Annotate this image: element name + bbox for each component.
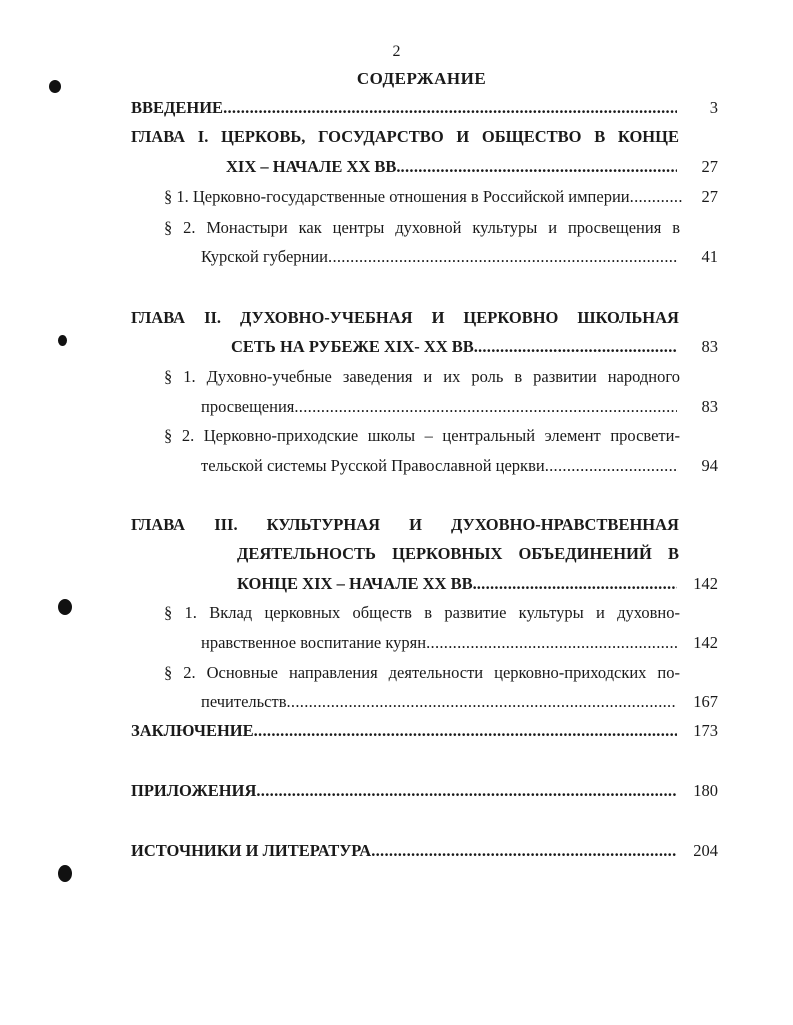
page-ref: 173 [693, 721, 718, 740]
page-ref: 3 [709, 98, 718, 117]
chapter3-heading-line1: ГЛАВА III. КУЛЬТУРНАЯ И ДУХОВНО-НРАВСТВЕННАЯ [131, 515, 679, 534]
intro-label: ВВЕДЕНИЕ [131, 98, 224, 117]
chapter3-heading-line3: КОНЦЕ XIX – НАЧАЛЕ XX ВВ. ..... [237, 573, 677, 595]
dot-leader [426, 632, 677, 654]
chapter3-section2-line2: печительств ..... [201, 691, 677, 713]
chapter1-section1: § 1. Церковно-государственные отношения в Российской империи ..... [164, 186, 682, 208]
chapter1-section2-line2: Курской губернии ..... [201, 246, 677, 268]
dot-leader [287, 691, 678, 713]
dot-leader [401, 156, 677, 178]
chapter2-section1-line2: просвещения ..... [201, 396, 677, 418]
dot-leader [371, 840, 677, 862]
chapter2-section2-line2: тельской системы Русской Православной церкви ..... [201, 455, 677, 477]
dot-leader [630, 186, 682, 208]
binder-hole-2 [58, 335, 67, 346]
chapter2-section2-line1: § 2. Церковно-приходские школы – центральный элемент просвети- [164, 426, 680, 445]
page-ref: 83 [701, 397, 718, 416]
binder-hole-3 [58, 599, 72, 615]
page-ref: 204 [693, 841, 718, 860]
chapter3-section1-line1: § 1. Вклад церковных обществ в развитие культуры и духовно- [164, 603, 680, 622]
page-ref: 142 [693, 633, 718, 652]
dot-leader [477, 573, 677, 595]
chapter1-heading-line2: XIX – НАЧАЛЕ XX ВВ. ..... [226, 156, 677, 178]
chapter2-heading-line2: СЕТЬ НА РУБЕЖЕ XIX- XX ВВ. ..... [231, 336, 677, 358]
binder-hole-4 [58, 865, 72, 882]
dot-leader [254, 720, 677, 742]
chapter2-section1-line1: § 1. Духовно-учебные заведения и их роль в развитии народного [164, 367, 680, 386]
dot-leader [223, 97, 677, 119]
dot-leader [294, 396, 677, 418]
page-ref: 41 [701, 247, 718, 266]
dot-leader [256, 780, 677, 802]
page-ref: 180 [693, 781, 718, 800]
dot-leader [545, 455, 677, 477]
toc-entry-conclusion: ЗАКЛЮЧЕНИЕ ..... [131, 720, 677, 742]
chapter3-heading-line2: ДЕЯТЕЛЬНОСТЬ ЦЕРКОВНЫХ ОБЪЕДИНЕНИЙ В [237, 544, 679, 563]
page-ref: 83 [701, 337, 718, 356]
chapter3-section1-line2: нравственное воспитание курян ..... [201, 632, 677, 654]
page-ref: 94 [701, 456, 718, 475]
chapter2-heading-line1: ГЛАВА II. ДУХОВНО-УЧЕБНАЯ И ЦЕРКОВНО ШКОЛЬНАЯ [131, 308, 679, 327]
toc-entry-intro [131, 97, 677, 119]
chapter1-section2-line1: § 2. Монастыри как центры духовной культуры и просвещения в [164, 218, 680, 237]
dot-leader [478, 336, 677, 358]
toc-entry-sources: ИСТОЧНИКИ И ЛИТЕРАТУРА ..... [131, 840, 677, 862]
page-number: 2 [392, 43, 401, 60]
page-ref: 142 [693, 574, 718, 593]
toc-title: СОДЕРЖАНИЕ [356, 69, 487, 88]
page-ref: 167 [693, 692, 718, 711]
toc-entry-appendix: ПРИЛОЖЕНИЯ ..... [131, 780, 677, 802]
dot-leader [328, 246, 677, 268]
page-ref: 27 [701, 187, 718, 206]
chapter3-section2-line1: § 2. Основные направления деятельности церковно-приходских по- [164, 663, 680, 682]
chapter1-heading-line1: ГЛАВА I. ЦЕРКОВЬ, ГОСУДАРСТВО И ОБЩЕСТВО В КОНЦЕ [131, 127, 679, 146]
page-ref: 27 [701, 157, 718, 176]
